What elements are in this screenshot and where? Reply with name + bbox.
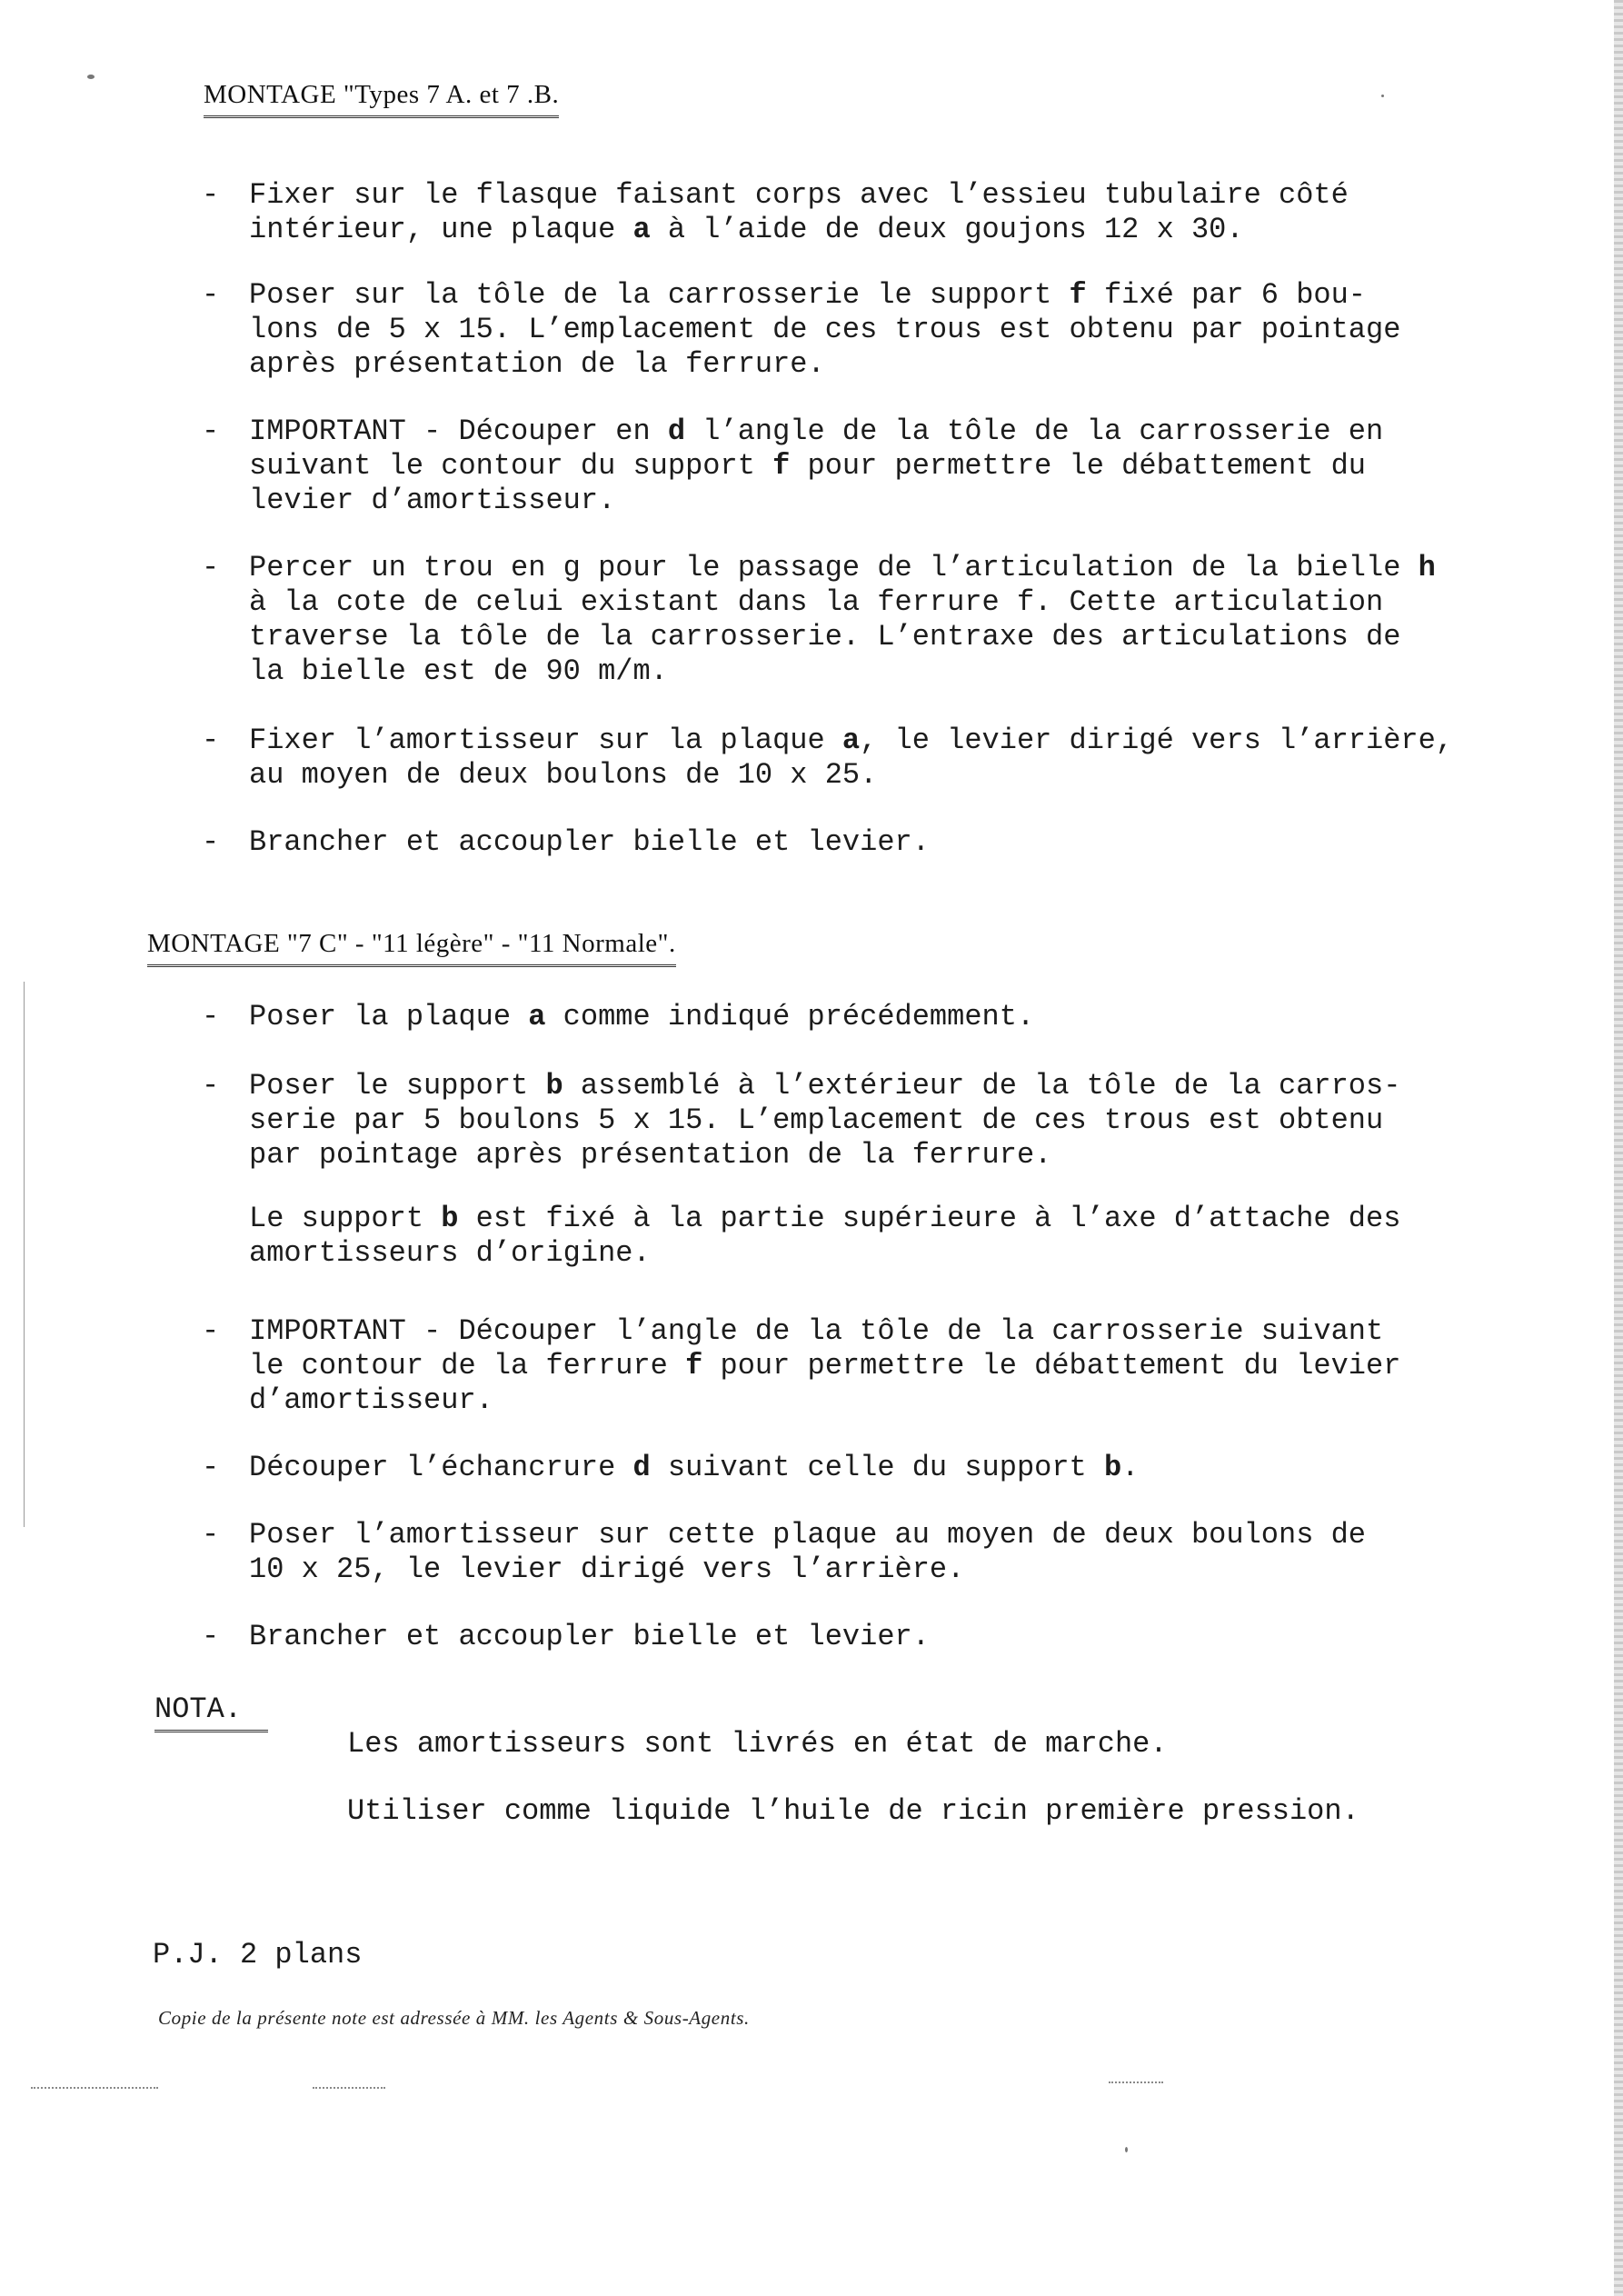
text-run: intérieur, une plaque: [249, 213, 633, 246]
text-run: Poser sur la tôle de la carrosserie le support: [249, 278, 1070, 312]
text-line: [249, 724, 1567, 758]
text-line: [249, 620, 1567, 654]
text-line: [249, 278, 1567, 313]
part-letter: d: [632, 1451, 651, 1484]
instruction-text: [249, 825, 1567, 860]
text-run: .: [1121, 1451, 1140, 1484]
bullet-dash: -: [202, 1518, 220, 1552]
text-run: suivant le contour du support: [249, 449, 773, 483]
support-b-paragraph: [249, 1202, 1400, 1271]
text-line: [249, 347, 1567, 382]
text-run: assemblé à l’extérieur de la tôle de la carros-: [563, 1069, 1401, 1103]
text-line: [249, 1451, 1567, 1485]
bullet-dash: -: [202, 551, 220, 584]
text-run: , le levier dirigé vers l’arrière,: [860, 724, 1454, 757]
text-run: pour permettre le débattement du: [790, 449, 1366, 483]
bullet-dash: -: [202, 1620, 220, 1653]
scan-dots: [1109, 2081, 1163, 2083]
text-line: [249, 178, 1567, 213]
text-run: par pointage après présentation de la ferrure.: [249, 1138, 1052, 1172]
instruction-text: [249, 278, 1567, 382]
text-run: le contour de la ferrure: [249, 1349, 686, 1383]
instruction-text: [249, 724, 1567, 793]
bullet-dash: -: [202, 1069, 220, 1103]
text-run: Brancher et accoupler bielle et levier.: [249, 1620, 930, 1653]
text-run: Découper l’échancrure: [249, 1451, 633, 1484]
text-line: [249, 1202, 1400, 1236]
text-run: l’angle de la tôle de la carrosserie en: [685, 414, 1384, 448]
text-line: [249, 1552, 1567, 1587]
text-line: [249, 1518, 1567, 1552]
text-line: [249, 313, 1567, 347]
text-run: Poser l’amortisseur sur cette plaque au moyen de deux boulons de: [249, 1518, 1366, 1552]
bullet-dash: -: [202, 1000, 220, 1033]
bullet-dash: -: [202, 1314, 220, 1348]
text-line: [249, 1000, 1567, 1034]
text-run: levier d’amortisseur.: [249, 484, 616, 517]
part-letter: d: [667, 414, 686, 448]
text-run: d’amortisseur.: [249, 1383, 493, 1417]
text-line: [249, 484, 1567, 518]
bullet-dash: -: [202, 414, 220, 448]
text-run: 10 x 25, le levier dirigé vers l’arrière.: [249, 1552, 965, 1586]
heading-montage-7c-11: MONTAGE "7 C" - "11 légère" - "11 Normale".: [147, 929, 676, 967]
part-letter: a: [632, 213, 651, 246]
instruction-text: [249, 414, 1567, 518]
text-line: [249, 825, 1567, 860]
part-letter: f: [1069, 278, 1087, 312]
text-run: Poser le support: [249, 1069, 546, 1103]
text-line: [249, 1383, 1567, 1418]
text-line: [249, 1138, 1567, 1173]
text-line: [249, 1103, 1567, 1138]
text-run: suivant celle du support: [650, 1451, 1104, 1484]
scan-dots: [31, 2087, 158, 2089]
instruction-text: [249, 1518, 1567, 1587]
text-run: à l’aide de deux goujons 12 x 30.: [650, 213, 1244, 246]
text-run: à la cote de celui existant dans la ferrure f. Cette articulation: [249, 585, 1384, 619]
text-run: comme indiqué précédemment.: [545, 1000, 1035, 1033]
scan-speck: [87, 75, 95, 79]
text-line: [249, 1236, 1400, 1271]
text-run: après présentation de la ferrure.: [249, 347, 825, 381]
text-run: Brancher et accoupler bielle et levier.: [249, 825, 930, 859]
text-run: au moyen de deux boulons de 10 x 25.: [249, 758, 878, 792]
part-letter: h: [1418, 551, 1436, 584]
text-run: la bielle est de 90 m/m.: [249, 654, 668, 688]
page-edge: [1614, 0, 1623, 2296]
text-line: [249, 758, 1567, 793]
text-run: Poser la plaque: [249, 1000, 529, 1033]
text-line: [249, 1620, 1567, 1654]
part-letter: a: [528, 1000, 546, 1033]
text-run: IMPORTANT - Découper l’angle de la tôle de la carrosserie suivant: [249, 1314, 1384, 1348]
part-letter: a: [841, 724, 861, 757]
bullet-dash: -: [202, 724, 220, 757]
text-run: fixé par 6 bou-: [1086, 278, 1366, 312]
instruction-text: [249, 178, 1567, 247]
bullet-dash: -: [202, 1451, 220, 1484]
nota-line: Les amortisseurs sont livrés en état de marche.: [347, 1727, 1168, 1761]
text-run: lons de 5 x 15. L’emplacement de ces trous est obtenu par pointage: [249, 313, 1401, 346]
bullet-dash: -: [202, 825, 220, 859]
text-line: [249, 414, 1567, 449]
text-line: [249, 449, 1567, 484]
part-letter: b: [441, 1202, 459, 1235]
text-run: IMPORTANT - Découper en: [249, 414, 668, 448]
text-line: [249, 213, 1567, 247]
heading-montage-7a-7b: MONTAGE "Types 7 A. et 7 .B.: [204, 80, 559, 118]
text-run: amortisseurs d’origine.: [249, 1236, 651, 1270]
instruction-text: [249, 1000, 1567, 1034]
instruction-text: [249, 1451, 1567, 1485]
text-line: [249, 1314, 1567, 1349]
part-letter: b: [1103, 1451, 1122, 1484]
text-line: [249, 1349, 1567, 1383]
instruction-text: [249, 551, 1567, 689]
text-run: Percer un trou en g pour le passage de l’articulation de la bielle: [249, 551, 1419, 584]
text-run: Fixer l’amortisseur sur la plaque: [249, 724, 842, 757]
text-line: [249, 1069, 1567, 1103]
text-run: pour permettre le débattement du levier: [702, 1349, 1401, 1383]
instruction-text: [249, 1314, 1567, 1418]
nota-line: Utiliser comme liquide l’huile de ricin première pression.: [347, 1794, 1359, 1828]
pieces-jointes: P.J. 2 plans: [153, 1938, 363, 1972]
text-run: traverse la tôle de la carrosserie. L’entraxe des articulations de: [249, 620, 1401, 654]
part-letter: b: [545, 1069, 563, 1103]
text-run: Le support: [249, 1202, 442, 1235]
text-line: [249, 585, 1567, 620]
text-line: [249, 654, 1567, 689]
text-run: Fixer sur le flasque faisant corps avec l’essieu tubulaire côté: [249, 178, 1349, 212]
nota-label: NOTA.: [154, 1692, 268, 1732]
scan-speck: [1125, 2147, 1128, 2152]
text-run: serie par 5 boulons 5 x 15. L’emplacement de ces trous est obtenu: [249, 1103, 1384, 1137]
left-margin-rule: [24, 982, 25, 1527]
instruction-text: [249, 1069, 1567, 1173]
instruction-text: [249, 1620, 1567, 1654]
bullet-dash: -: [202, 178, 220, 212]
part-letter: f: [685, 1349, 703, 1383]
bullet-dash: -: [202, 278, 220, 312]
part-letter: f: [772, 449, 791, 483]
text-run: est fixé à la partie supérieure à l’axe d’attache des: [458, 1202, 1401, 1235]
distribution-note: Copie de la présente note est adressée à MM. les Agents & Sous-Agents.: [158, 2007, 750, 2029]
scan-dots: [313, 2087, 385, 2089]
scan-speck: [1381, 95, 1384, 97]
text-line: [249, 551, 1567, 585]
